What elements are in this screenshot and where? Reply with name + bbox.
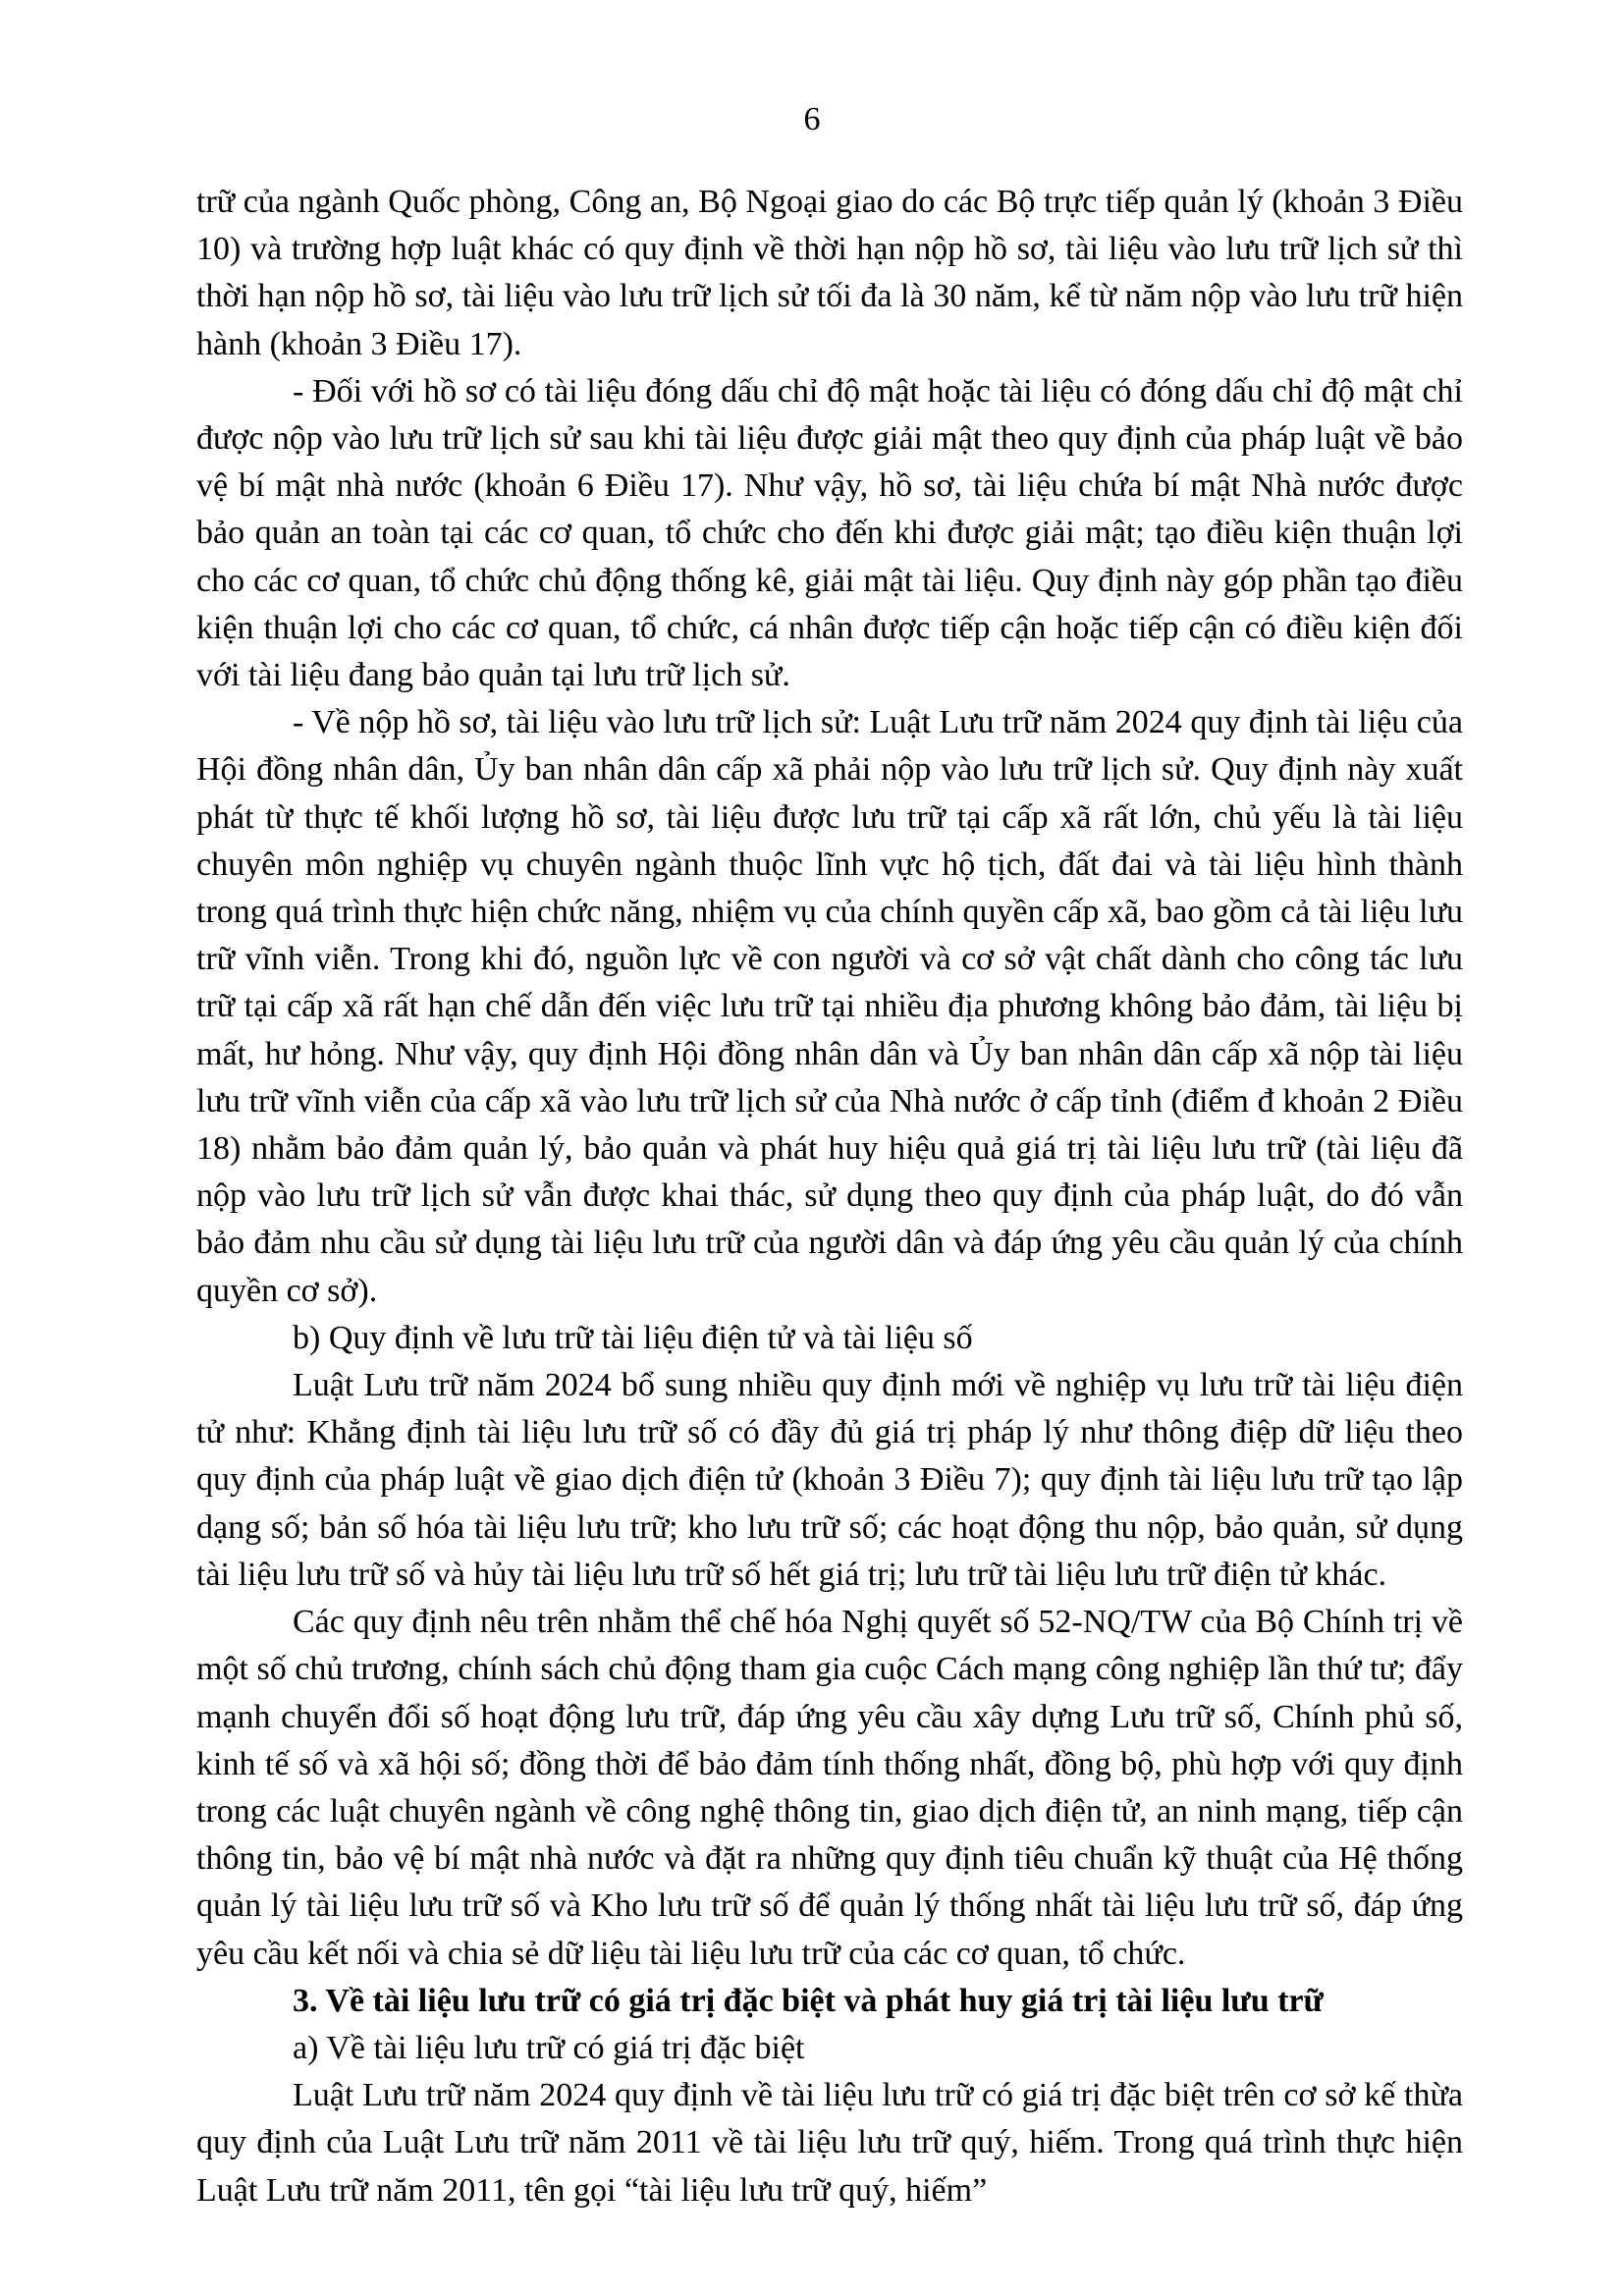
subheading-special-value-records: a) Về tài liệu lưu trữ có giá trị đặc biệt <box>293 2029 805 2066</box>
paragraph-classified-documents: - Đối với hồ sơ có tài liệu đóng dấu chỉ độ mật hoặc tài liệu có đóng dấu chỉ độ mật chỉ được nộp vào lưu trữ lịch sử sau khi tài liệu được giải mật theo quy định của pháp luật về bảo vệ bí mật nhà nước (khoản 6 Điều 17). Như vậy, hồ sơ, tài liệu chứa bí mật Nhà nước được bảo quản an toàn tại các cơ quan, tổ chức cho đến khi được giải mật; tạo điều kiện thuận lợi cho các cơ quan, tổ chức chủ động thống kê, giải mật tài liệu. Quy định này góp phần tạo điều kiện thuận lợi cho các cơ quan, tổ chức, cá nhân được tiếp cận hoặc tiếp cận có điều kiện đối với tài liệu đang bảo quản tại lưu trữ lịch sử. <box>196 372 1463 694</box>
paragraph-resolution-52: Các quy định nêu trên nhằm thể chế hóa Nghị quyết số 52-NQ/TW của Bộ Chính trị về một số chủ trương, chính sách chủ động tham gia cuộc Cách mạng công nghiệp lần thứ tư; đẩy mạnh chuyển đổi số hoạt động lưu trữ, đáp ứng yêu cầu xây dựng Lưu trữ số, Chính phủ số, kinh tế số và xã hội số; đồng thời để bảo đảm tính thống nhất, đồng bộ, phù hợp với quy định trong các luật chuyên ngành về công nghệ thông tin, giao dịch điện tử, an ninh mạng, tiếp cận thông tin, bảo vệ bí mật nhà nước và đặt ra những quy định tiêu chuẩn kỹ thuật của Hệ thống quản lý tài liệu lưu trữ số và Kho lưu trữ số để quản lý thống nhất tài liệu lưu trữ số, đáp ứng yêu cầu kết nối và chia sẻ dữ liệu tài liệu lưu trữ của các cơ quan, tổ chức. <box>196 1604 1463 1972</box>
paragraph-electronic-records: Luật Lưu trữ năm 2024 bổ sung nhiều quy định mới về nghiệp vụ lưu trữ tài liệu điện tử như: Khẳng định tài liệu lưu trữ số có đầy đủ giá trị pháp lý như thông điệp dữ liệu theo quy định của pháp luật về giao dịch điện tử (khoản 3 Điều 7); quy định tài liệu lưu trữ tạo lập dạng số; bản số hóa tài liệu lưu trữ; kho lưu trữ số; các hoạt động thu nộp, bảo quản, sử dụng tài liệu lưu trữ số và hủy tài liệu lưu trữ số hết giá trị; lưu trữ tài liệu lưu trữ điện tử khác. <box>196 1367 1463 1593</box>
paragraph-special-value-records: Luật Lưu trữ năm 2024 quy định về tài liệu lưu trữ có giá trị đặc biệt trên cơ sở kế thừa quy định của Luật Lưu trữ năm 2011 về tài liệu lưu trữ quý, hiếm. Trong quá trình thực hiện Luật Lưu trữ năm 2011, tên gọi “tài liệu lưu trữ quý, hiếm” <box>196 2077 1463 2209</box>
paragraph-historical-archive-submission: - Về nộp hồ sơ, tài liệu vào lưu trữ lịch sử: Luật Lưu trữ năm 2024 quy định tài liệu của Hội đồng nhân dân, Ủy ban nhân dân cấp xã phải nộp vào lưu trữ lịch sử. Quy định này xuất phát từ thực tế khối lượng hồ sơ, tài liệu được lưu trữ tại cấp xã rất lớn, chủ yếu là tài liệu chuyên môn nghiệp vụ chuyên ngành thuộc lĩnh vực hộ tịch, đất đai và tài liệu hình thành trong quá trình thực hiện chức năng, nhiệm vụ của chính quyền cấp xã, bao gồm cả tài liệu lưu trữ vĩnh viễn. Trong khi đó, nguồn lực về con người và cơ sở vật chất dành cho công tác lưu trữ tại cấp xã rất hạn chế dẫn đến việc lưu trữ tại nhiều địa phương không bảo đảm, tài liệu bị mất, hư hỏng. Như vậy, quy định Hội đồng nhân dân và Ủy ban nhân dân cấp xã nộp tài liệu lưu trữ vĩnh viễn của cấp xã vào lưu trữ lịch sử của Nhà nước ở cấp tỉnh (điểm đ khoản 2 Điều 18) nhằm bảo đảm quản lý, bảo quản và phát huy hiệu quả giá trị tài liệu lưu trữ (tài liệu đã nộp vào lưu trữ lịch sử vẫn được khai thác, sử dụng theo quy định của pháp luật, do đó vẫn bảo đảm nhu cầu sử dụng tài liệu lưu trữ của người dân và đáp ứng yêu cầu quản lý của chính quyền cơ sở). <box>196 704 1463 1309</box>
paragraph-continuation: trữ của ngành Quốc phòng, Công an, Bộ Ngoại giao do các Bộ trực tiếp quản lý (khoản 3 Điều 10) và trường hợp luật khác có quy định về thời hạn nộp hồ sơ, tài liệu vào lưu trữ lịch sử thì thời hạn nộp hồ sơ, tài liệu vào lưu trữ lịch sử tối đa là 30 năm, kể từ năm nộp vào lưu trữ hiện hành (khoản 3 Điều 17). <box>196 184 1463 362</box>
document-body <box>196 179 1463 2214</box>
page-number: 6 <box>803 101 821 137</box>
subheading-electronic-records: b) Quy định về lưu trữ tài liệu điện tử và tài liệu số <box>293 1319 973 1356</box>
section-heading-3: 3. Về tài liệu lưu trữ có giá trị đặc biệt và phát huy giá trị tài liệu lưu trữ <box>293 1982 1324 2019</box>
